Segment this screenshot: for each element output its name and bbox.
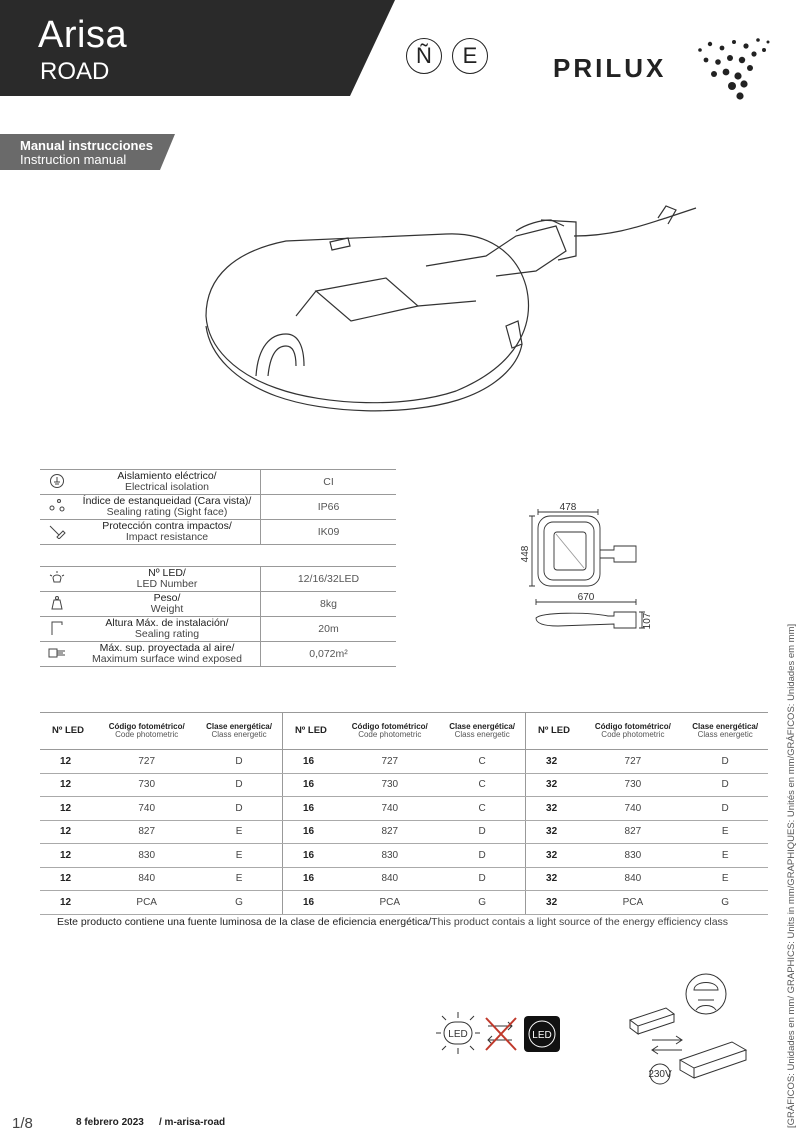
led-count-cell: 16 [282, 750, 340, 774]
energy-class-cell: E [196, 867, 282, 891]
table-row [40, 773, 768, 797]
photometric-code-cell: 830 [340, 844, 439, 868]
spec-label: Índice de estanqueidad (Cara vista)/ Sealing rating (Sight face) [74, 495, 261, 520]
led-replaceable-icon [436, 1012, 480, 1054]
photometric-code-cell: 740 [97, 797, 196, 821]
photometric-code-cell: 827 [340, 820, 439, 844]
dimension-drawing [518, 502, 668, 638]
energy-class-cell: C [439, 773, 525, 797]
photometric-code-cell: 730 [340, 773, 439, 797]
energy-class-cell: C [439, 797, 525, 821]
energy-class-cell: G [439, 891, 525, 915]
spec-label: Aislamiento eléctrico/ Electrical isolation [74, 470, 261, 495]
col-code: Código fotométrico/ Code photometric [340, 713, 439, 750]
table-row [40, 867, 768, 891]
col-class: Clase energética/ Class energetic [196, 713, 282, 750]
document-reference: / m-arisa-road [159, 1117, 226, 1128]
energy-class-cell: D [439, 820, 525, 844]
energy-class-cell: G [196, 891, 282, 915]
photometric-code-cell: 727 [97, 750, 196, 774]
led-table [40, 712, 768, 915]
photometric-code-cell: 827 [97, 820, 196, 844]
table-row [40, 797, 768, 821]
dim-width: 478 [559, 502, 577, 513]
spec-label: Máx. sup. proyectada al aire/ Maximum surface wind exposed [74, 642, 261, 667]
spec-row [40, 470, 396, 495]
product-line: ROAD [40, 58, 110, 85]
led-count-cell: 12 [40, 891, 97, 915]
svg-text:LED: LED [532, 1030, 552, 1041]
electrical-isolation-icon [40, 470, 74, 495]
spec-table-1 [40, 469, 396, 545]
language-badge-en[interactable]: E [452, 38, 488, 74]
spec-value: CI [261, 470, 397, 495]
energy-class-cell: E [196, 820, 282, 844]
led-count-cell: 12 [40, 844, 97, 868]
impact-resistance-icon [40, 520, 74, 545]
col-code: Código fotométrico/ Code photometric [583, 713, 682, 750]
led-count-cell: 32 [526, 867, 584, 891]
photometric-code-cell: 727 [583, 750, 682, 774]
voltage-label: 230V [648, 1069, 672, 1080]
spec-value: 12/16/32LED [261, 567, 397, 592]
photometric-code-cell: 730 [97, 773, 196, 797]
spec-label: Nº LED/ LED Number [74, 567, 261, 592]
col-nled: Nº LED [282, 713, 340, 750]
photometric-code-cell: 840 [97, 867, 196, 891]
photometric-code-cell: 830 [97, 844, 196, 868]
weight-icon [40, 592, 74, 617]
energy-class-cell: G [682, 891, 768, 915]
spec-row [40, 617, 396, 642]
spec-table-2 [40, 566, 396, 667]
photometric-code-cell: 730 [583, 773, 682, 797]
led-count-cell: 12 [40, 750, 97, 774]
energy-class-cell: D [682, 797, 768, 821]
led-count-cell: 16 [282, 773, 340, 797]
spec-row [40, 642, 396, 667]
document-date: 8 febrero 2023 [76, 1117, 144, 1128]
table-row [40, 820, 768, 844]
table-row [40, 844, 768, 868]
technician-icon [686, 974, 726, 1014]
led-count-cell: 12 [40, 797, 97, 821]
wind-surface-icon [40, 642, 74, 667]
photometric-code-cell: PCA [583, 891, 682, 915]
led-count-cell: 12 [40, 867, 97, 891]
led-replacement-icons [432, 1008, 564, 1060]
energy-class-cell: C [439, 750, 525, 774]
photometric-code-cell: 827 [583, 820, 682, 844]
manual-title-es: Manual instrucciones [20, 138, 153, 153]
table-row [40, 750, 768, 774]
led-count-cell: 32 [526, 773, 584, 797]
energy-class-cell: D [196, 750, 282, 774]
spec-row [40, 495, 396, 520]
led-count-cell: 32 [526, 750, 584, 774]
table-row [40, 891, 768, 915]
spec-value: 8kg [261, 592, 397, 617]
energy-class-cell: E [682, 867, 768, 891]
energy-class-cell: D [196, 797, 282, 821]
led-count-cell: 12 [40, 820, 97, 844]
driver-replacement-illustration [612, 970, 756, 1090]
led-count-cell: 16 [282, 820, 340, 844]
dim-depth: 107 [642, 612, 653, 630]
energy-class-cell: E [196, 844, 282, 868]
spec-label: Altura Máx. de instalación/ Sealing rating [74, 617, 261, 642]
energy-class-cell: D [682, 750, 768, 774]
led-count-cell: 12 [40, 773, 97, 797]
spec-value: IP66 [261, 495, 397, 520]
col-nled: Nº LED [526, 713, 584, 750]
led-count-cell: 32 [526, 820, 584, 844]
led-count-cell: 32 [526, 797, 584, 821]
col-code: Código fotométrico/ Code photometric [97, 713, 196, 750]
page-number: 1/8 [12, 1115, 33, 1132]
photometric-code-cell: 740 [583, 797, 682, 821]
col-nled: Nº LED [40, 713, 97, 750]
led-count-cell: 32 [526, 891, 584, 915]
photometric-code-cell: 830 [583, 844, 682, 868]
brand-dots-icon [692, 38, 774, 100]
energy-class-cell: D [439, 867, 525, 891]
spec-row [40, 520, 396, 545]
energy-class-cell: E [682, 820, 768, 844]
old-driver [630, 1008, 674, 1034]
photometric-code-cell: 840 [583, 867, 682, 891]
energy-footnote: Este producto contiene una fuente luminosa de la clase de eficiencia energética/This product contais a light source of the energy efficiency class [57, 916, 729, 928]
spec-row [40, 592, 396, 617]
photometric-code-cell: PCA [340, 891, 439, 915]
new-driver [680, 1042, 746, 1078]
spec-value: IK09 [261, 520, 397, 545]
energy-class-cell: D [196, 773, 282, 797]
spec-label: Protección contra impactos/ Impact resistance [74, 520, 261, 545]
photometric-code-cell: 727 [340, 750, 439, 774]
led-table-header [40, 713, 768, 750]
energy-class-cell: E [682, 844, 768, 868]
svg-text:LED: LED [448, 1029, 468, 1040]
col-class: Clase energética/ Class energetic [682, 713, 768, 750]
manual-title-en: Instruction manual [20, 152, 127, 167]
product-name: Arisa [38, 14, 128, 56]
col-class: Clase energética/ Class energetic [439, 713, 525, 750]
no-replace-cross-icon [486, 1018, 516, 1050]
spec-row [40, 567, 396, 592]
language-badge-es[interactable]: Ñ [406, 38, 442, 74]
sealing-rating-icon [40, 495, 74, 520]
spec-label: Peso/ Weight [74, 592, 261, 617]
led-count-cell: 16 [282, 891, 340, 915]
spec-value: 20m [261, 617, 397, 642]
installation-height-icon [40, 617, 74, 642]
spec-value: 0,072m² [261, 642, 397, 667]
units-note: [GRÁFICOS: Unidades en mm/ GRAPHICS: Units in mm/GRAPHIQUES: Unités en mm/GRÁFICOS: Unidades em mm] [786, 623, 797, 1128]
led-count-cell: 16 [282, 867, 340, 891]
photometric-code-cell: 740 [340, 797, 439, 821]
led-number-icon [40, 567, 74, 592]
brand-logo-text: PRILUX [553, 53, 667, 83]
energy-class-cell: D [682, 773, 768, 797]
photometric-code-cell: 840 [340, 867, 439, 891]
energy-class-cell: D [439, 844, 525, 868]
led-count-cell: 16 [282, 844, 340, 868]
led-driver-icon [524, 1016, 560, 1052]
luminaire-illustration [196, 196, 726, 426]
led-count-cell: 16 [282, 797, 340, 821]
dim-height: 448 [520, 545, 531, 563]
led-count-cell: 32 [526, 844, 584, 868]
dim-length: 670 [577, 592, 595, 603]
photometric-code-cell: PCA [97, 891, 196, 915]
